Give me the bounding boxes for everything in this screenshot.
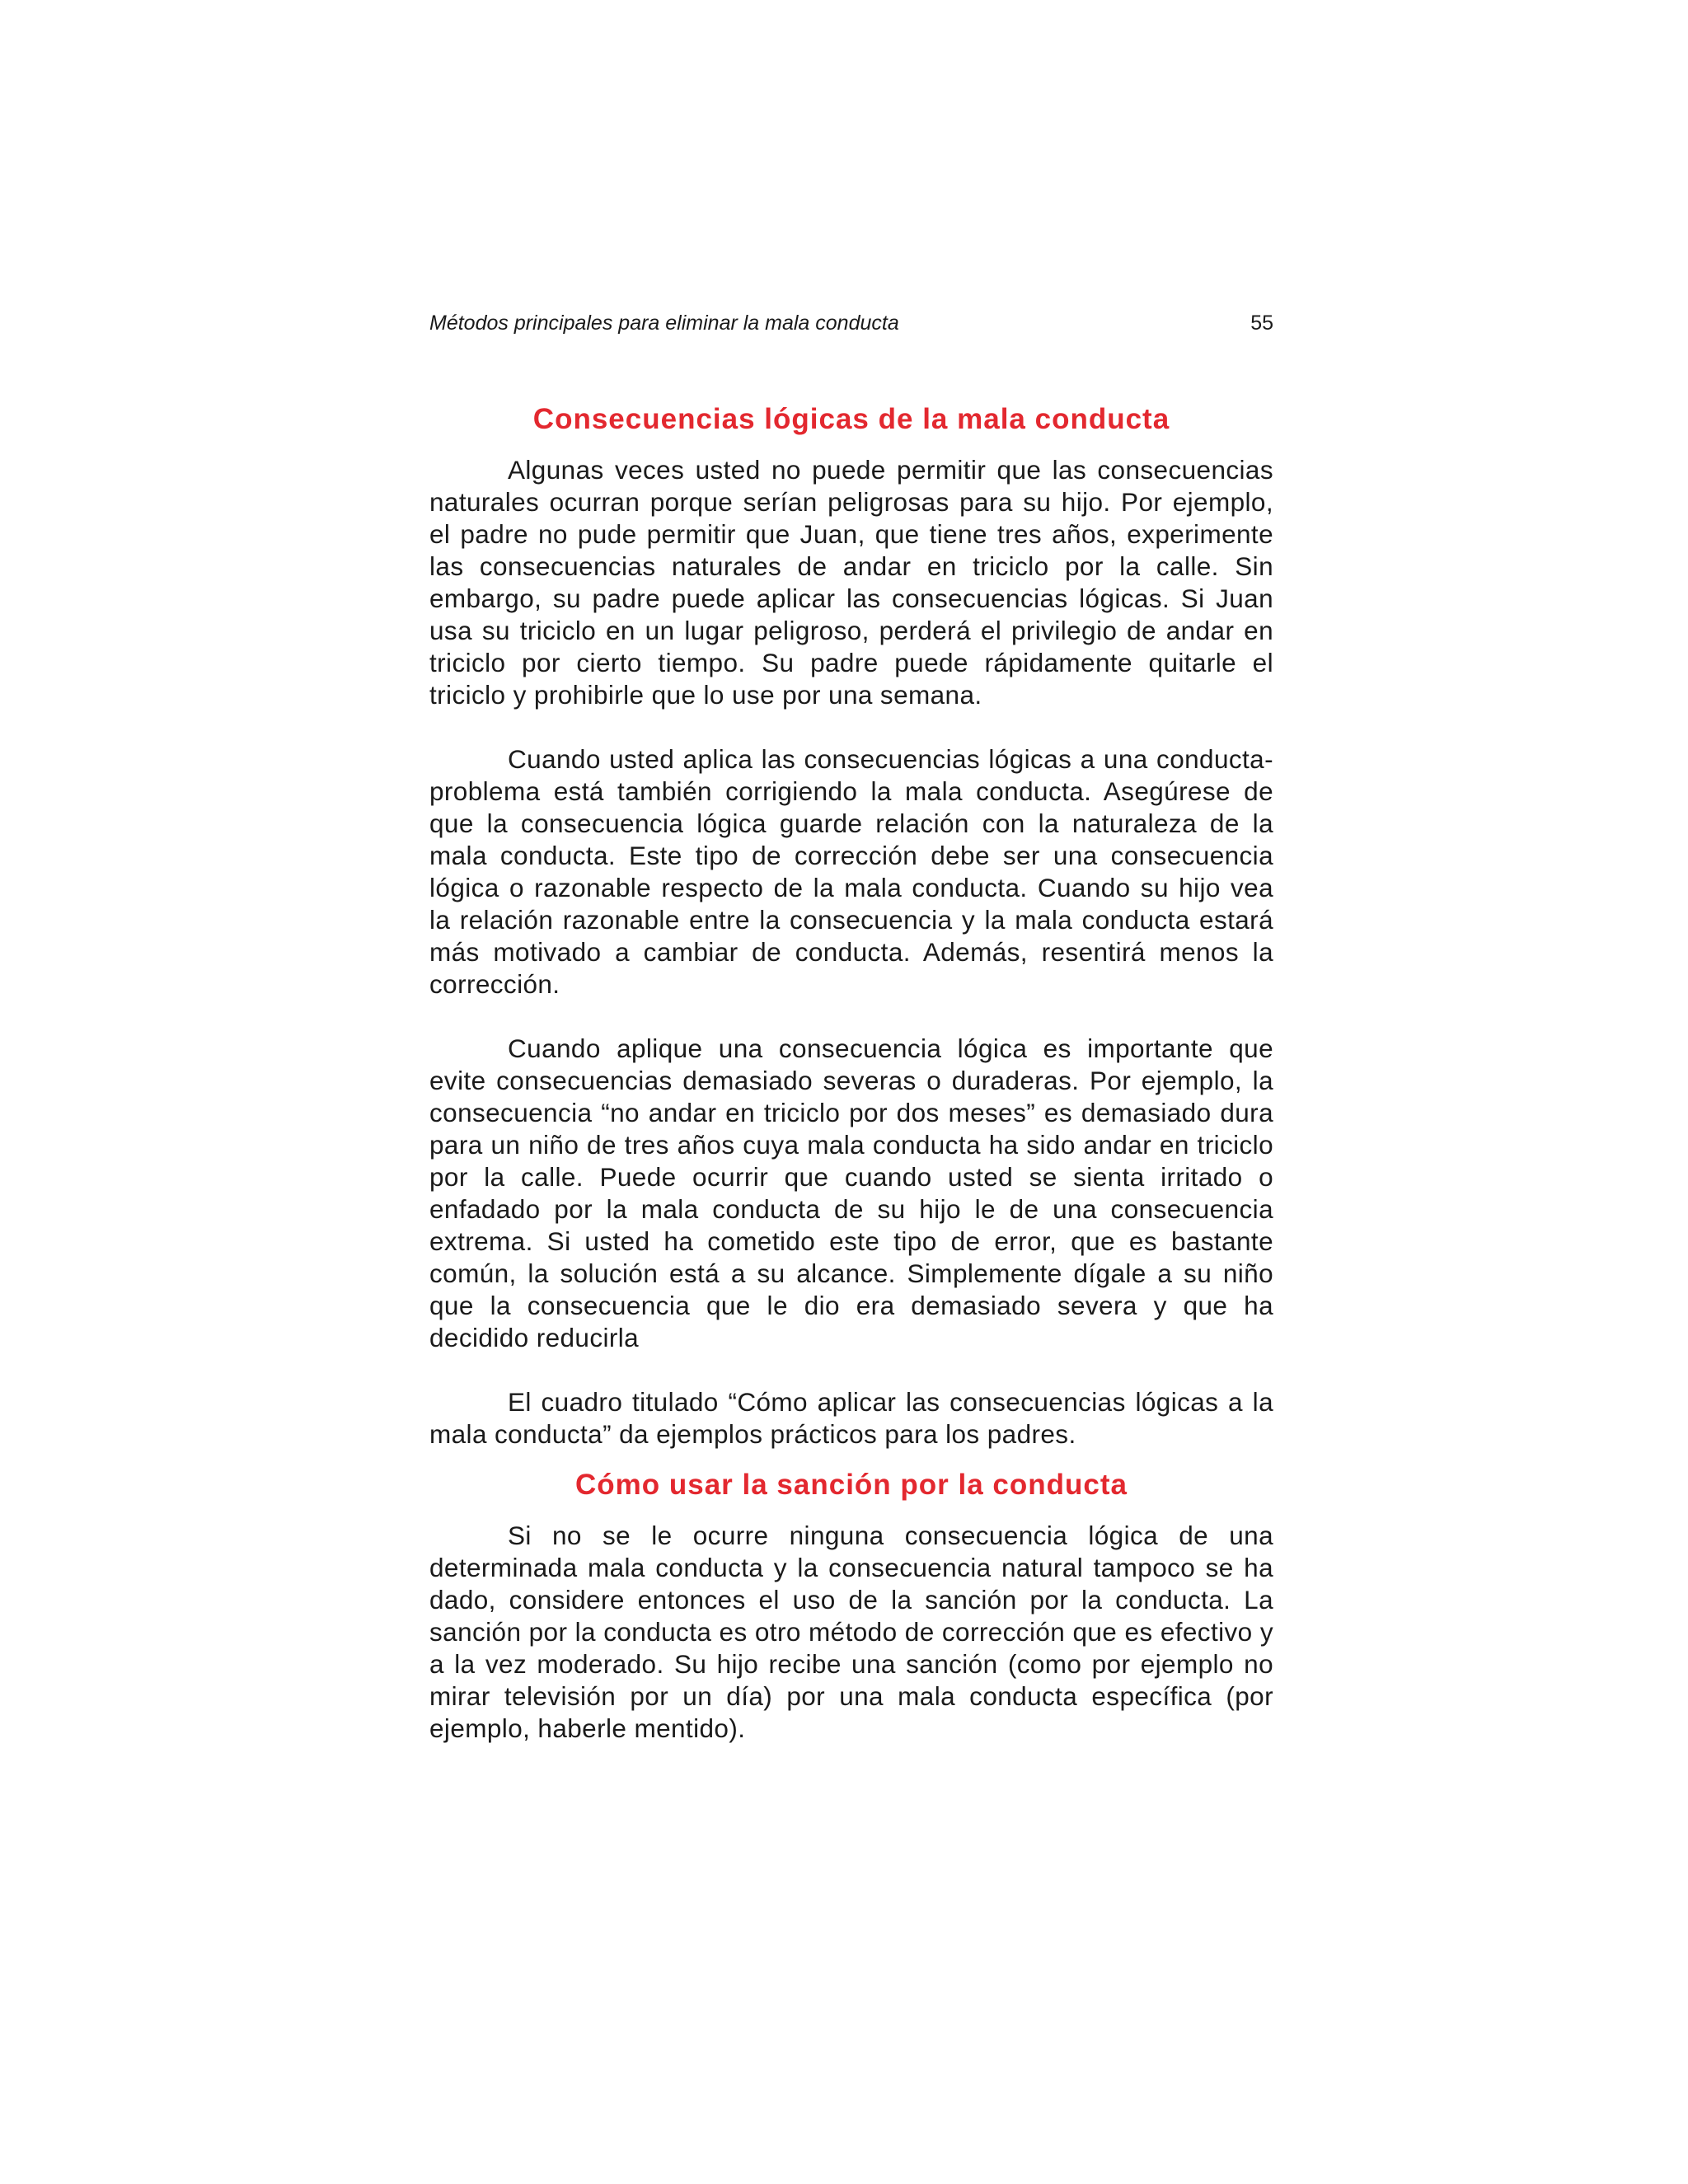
running-title: Métodos principales para eliminar la mala conducta: [429, 312, 899, 335]
section-heading-behavior-sanction: Cómo usar la sanción por la conducta: [574, 1469, 1128, 1501]
page-content: [429, 401, 1273, 1745]
paragraph: Cuando usted aplica las consecuencias lógicas a una conducta-problema está también corrigiendo la mala conducta. Asegúrese de que la consecuencia lógica guarde relación con la naturaleza de la mala conducta. Este tipo de corrección debe ser una consecuencia lógica o razonable respecto de la mala conducta. Cuando su hijo vea la relación razonable entre la consecuencia y la mala conducta estará más motivado a cambiar de conducta. Además, resentirá menos la corrección.: [429, 744, 1273, 999]
page-header: [429, 312, 1273, 344]
page-number: 55: [1250, 312, 1273, 335]
paragraph: Algunas veces usted no puede permitir que las consecuencias naturales ocurran porque serían peligrosas para su hijo. Por ejemplo, el padre no pude permitir que Juan, que tiene tres años, experimente las consecuencias naturales de andar en triciclo por la calle. Sin embargo, su padre puede aplicar las consecuencias lógicas. Si Juan usa su triciclo en un lugar peligroso, perderá el privilegio de andar en triciclo por cierto tiempo. Su padre puede rápidamente quitarle el triciclo y prohibirle que lo use por una semana.: [429, 455, 1273, 710]
paragraph: Cuando aplique una consecuencia lógica es importante que evite consecuencias demasiado severas o duraderas. Por ejemplo, la consecuencia “no andar en triciclo por dos meses” es demasiado dura para un niño de tres años cuya mala conducta ha sido andar en triciclo por la calle. Puede ocurrir que cuando usted se sienta irritado o enfadado por la mala conducta de su hijo le de una consecuencia extrema. Si usted ha cometido este tipo de error, que es bastante común, la solución está a su alcance. Simplemente dígale a su niño que la consecuencia que le dio era demasiado severa y que ha decidido reducirla: [429, 1033, 1273, 1352]
section-heading-logical-consequences: Consecuencias lógicas de la mala conducta: [532, 403, 1170, 435]
paragraph: Si no se le ocurre ninguna consecuencia lógica de una determinada mala conducta y la consecuencia natural tampoco se ha dado, considere entonces el uso de la sanción por la conducta. La sanción por la conducta es otro método de corrección que es efectivo y a la vez moderado. Su hijo recibe una sanción (como por ejemplo no mirar televisión por un día) por una mala conducta específica (por ejemplo, haberle mentido).: [429, 1521, 1273, 1743]
paragraph: El cuadro titulado “Cómo aplicar las consecuencias lógicas a la mala conducta” da ejemplos prácticos para los padres.: [429, 1387, 1273, 1449]
